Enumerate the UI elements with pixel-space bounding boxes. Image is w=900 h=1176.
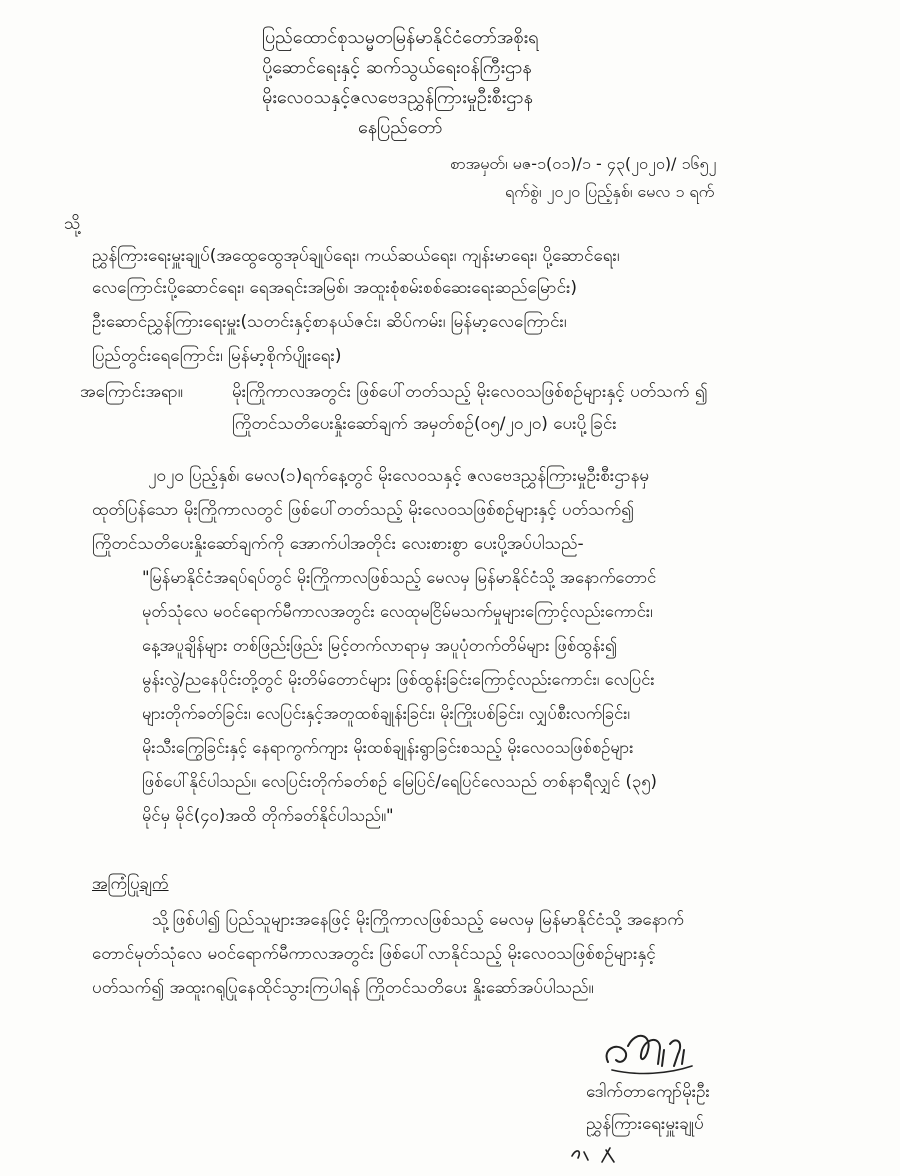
body-line-3: ကြိုတင်သတိပေးနှိုးဆော်ချက်ကို အောက်ပါအတိုင်း လေးစားစွာ ပေးပို့အပ်ပါသည်-	[92, 534, 584, 554]
handwritten-initials	[566, 1140, 626, 1168]
recipient-line-3: ဦးဆောင်ညွှန်ကြားရေးမှူး(သတင်းနှင့်စာနယ်ဇင်း၊ ဆိပ်ကမ်း၊ မြန်မာ့လေကြောင်း၊	[92, 312, 567, 332]
signatory-title: ညွှန်ကြားရေးမှူးချုပ်	[586, 1114, 704, 1134]
letter-date: ရက်စွဲ၊ ၂၀၂၀ ပြည့်နှစ်၊ မေလ ၁ ရက်	[505, 182, 715, 201]
signatory-name: ဒေါက်တာကျော်မိုးဦး	[586, 1082, 710, 1102]
quote-line-7: ဖြစ်ပေါ်နိုင်ပါသည်။ လေပြင်းတိုက်ခတ်စဉ် မြေပြင်/ရေပြင်လေသည် တစ်နာရီလျှင် (၃၅)	[142, 772, 657, 791]
letterhead-ministry: ပို့ဆောင်ရေးနှင့် ဆက်သွယ်ရေးဝန်ကြီးဌာန	[262, 57, 532, 78]
handwritten-signature	[598, 1020, 698, 1082]
quote-line-6: မိုးသီးကြွေခြင်းနှင့် နေရာကွက်ကျား မိုးထစ်ချုန်းရွာခြင်းစသည့် မိုးလေဝသဖြစ်စဉ်များ	[142, 738, 634, 757]
advice-line-1: သို့ဖြစ်ပါ၍ ပြည်သူများအနေဖြင့် မိုးကြိုကာလဖြစ်သည့် မေလမှ မြန်မာနိုင်ငံသို့ အနောက်	[152, 910, 685, 930]
recipient-line-2: လေကြောင်းပို့ဆောင်ရေး၊ ရေအရင်းအမြစ်၊ အထူးစုံစမ်းစစ်ဆေးရေးဆည်မြောင်း)	[92, 278, 578, 298]
subject-line-1: မိုးကြိုကာလအတွင်း ဖြစ်ပေါ်တတ်သည့် မိုးလေဝသဖြစ်စဉ်များနှင့် ပတ်သက် ၍	[232, 382, 708, 402]
body-line-2: ထုတ်ပြန်သော မိုးကြိုကာလတွင် ဖြစ်ပေါ်တတ်သည့် မိုးလေဝသဖြစ်စဉ်များနှင့် ပတ်သက်၍	[92, 500, 634, 520]
recipient-line-1: ညွှန်ကြားရေးမှူးချုပ်(အထွေထွေအုပ်ချုပ်ရေး၊ ကယ်ဆယ်ရေး၊ ကျန်းမာရေး၊ ပို့ဆောင်ရေး၊	[92, 246, 620, 266]
quote-line-2: မုတ်သုံလေ မဝင်ရောက်မီကာလအတွင်း လေထုမငြိမ်မသက်မှုများကြောင့်လည်းကောင်း၊	[142, 602, 653, 621]
quote-line-5: များတိုက်ခတ်ခြင်း၊ လေပြင်းနှင့်အတူထစ်ချုန်းခြင်း၊ မိုးကြိုးပစ်ခြင်း၊ လျှပ်စီးလက်ခြင်း၊	[142, 704, 631, 723]
letterhead-government: ပြည်ထောင်စုသမ္မတမြန်မာနိုင်ငံတော်အစိုးရ	[262, 27, 539, 48]
advice-line-2: တောင်မုတ်သုံလေ မဝင်ရောက်မီကာလအတွင်း ဖြစ်ပေါ်လာနိုင်သည့် မိုးလေဝသဖြစ်စဉ်များနှင့်	[92, 944, 656, 964]
recipient-line-4: ပြည်တွင်းရေကြောင်း၊ မြန်မာ့စိုက်ပျိုးရေး)	[92, 346, 342, 366]
body-line-1: ၂၀၂၀ ပြည့်နှစ်၊ မေလ(၁)ရက်နေ့တွင် မိုးလေဝသနှင့် ဇလဗေဒညွှန်ကြားမှုဦးစီးဌာနမှ	[148, 466, 650, 486]
subject-line-2: ကြိုတင်သတိပေးနှိုးဆော်ချက် အမှတ်စဉ်(၀၅/၂၀၂၀) ပေးပို့ခြင်း	[232, 414, 617, 434]
advice-line-3: ပတ်သက်၍ အထူးဂရုပြုနေထိုင်သွားကြပါရန် ကြိုတင်သတိပေး နှိုးဆော်အပ်ပါသည်။	[92, 978, 594, 998]
quote-line-3: နေ့အပူချိန်များ တစ်ဖြည်းဖြည်း မြင့်တက်လာရာမှ အပူပုံတက်တိမ်များ ဖြစ်ထွန်း၍	[142, 636, 618, 655]
advice-heading: အကြံပြုချက်	[92, 874, 169, 894]
letterhead-city: နေပြည်တော်	[358, 117, 443, 138]
letterhead-department: မိုးလေဝသနှင့်ဇလဗေဒညွှန်ကြားမှုဦးစီးဌာန	[262, 87, 533, 108]
to-label: သို့	[64, 214, 81, 234]
quote-line-1: "မြန်မာနိုင်ငံအရပ်ရပ်တွင် မိုးကြိုကာလဖြစ်သည့် မေလမှ မြန်မာနိုင်ငံသို့ အနောက်တောင်	[142, 568, 657, 587]
quote-line-4: မွန်းလွဲ/ညနေပိုင်းတို့တွင် မိုးတိမ်တောင်များ ဖြစ်ထွန်းခြင်းကြောင့်လည်းကောင်း၊ လေပြင်း	[142, 670, 655, 689]
letter-number: စာအမှတ်၊ မဇ-၁(၀၁)/၁ - ၄၃(၂၀၂၀)/ ၁၆၅၂	[450, 154, 717, 173]
subject-label: အကြောင်းအရာ။	[80, 382, 183, 402]
quote-line-8: မိုင်မှ မိုင်(၄၀)အထိ တိုက်ခတ်နိုင်ပါသည်။"	[142, 806, 394, 825]
